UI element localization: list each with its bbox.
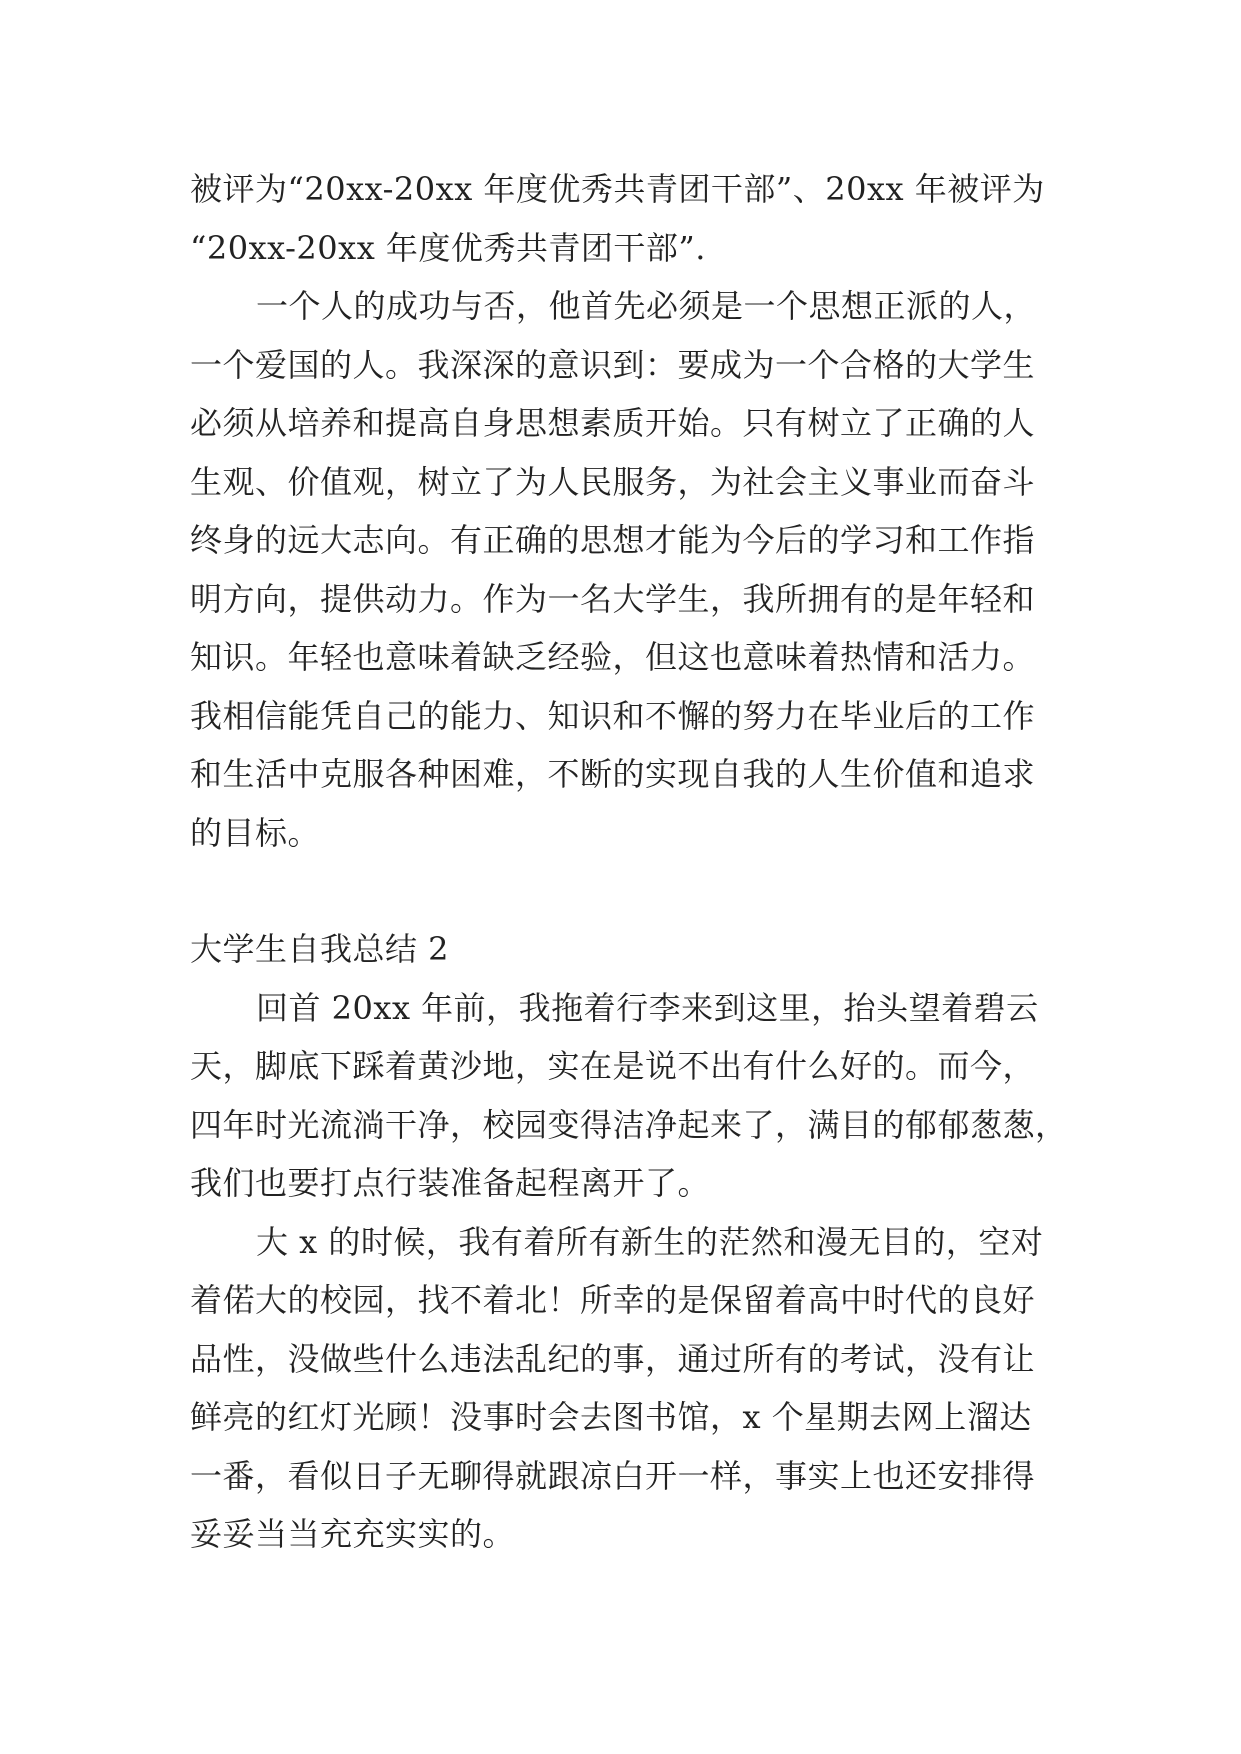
text-line: 鲜亮的红灯光顾！没事时会去图书馆，x 个星期去网上溜达 — [190, 1398, 1032, 1436]
paragraph-continued — [190, 160, 1070, 277]
text-line: 的目标。 — [190, 813, 321, 852]
text-line: 天，脚底下踩着黄沙地，实在是说不出有什么好的。而今， — [190, 1047, 1036, 1085]
text-line: 大 x 的时候，我有着所有新生的茫然和漫无目的，空对 — [256, 1222, 1044, 1261]
text-line: 终身的远大志向。有正确的思想才能为今后的学习和工作指 — [190, 521, 1036, 559]
text-line: 必须从培养和提高自身思想素质开始。只有树立了正确的人 — [190, 404, 1036, 442]
text-line: 我相信能凭自己的能力、知识和不懈的努力在毕业后的工作 — [190, 696, 1036, 735]
paragraph-character — [190, 277, 1070, 862]
section-heading: 大学生自我总结 2 — [190, 930, 450, 968]
text-line: “20xx-20xx 年度优秀共青团干部”. — [190, 228, 706, 267]
paragraph-reflection — [190, 979, 1070, 1213]
document-body — [190, 160, 1070, 1564]
text-line: 明方向，提供动力。作为一名大学生，我所拥有的是年轻和 — [190, 579, 1036, 618]
text-line: 生观、价值观，树立了为人民服务，为社会主义事业而奋斗 — [190, 462, 1036, 501]
text-line: 和生活中克服各种困难，不断的实现自我的人生价值和追求 — [190, 755, 1036, 793]
paragraph-freshman — [190, 1213, 1070, 1564]
text-line: 我们也要打点行装准备起程离开了。 — [190, 1164, 711, 1202]
text-line: 四年时光流淌干净，校园变得洁净起来了，满目的郁郁葱葱， — [190, 1105, 1068, 1144]
section-spacer — [190, 862, 1070, 920]
text-line: 一番，看似日子无聊得就跟凉白开一样，事实上也还安排得 — [190, 1456, 1036, 1495]
text-line: 一个人的成功与否，他首先必须是一个思想正派的人， — [256, 287, 1037, 325]
text-line: 知识。年轻也意味着缺乏经验，但这也意味着热情和活力。 — [190, 638, 1036, 676]
text-line: 妥妥当当充充实实的。 — [190, 1515, 516, 1553]
text-line: 着偌大的校园，找不着北！所幸的是保留着高中时代的良好 — [190, 1281, 1036, 1319]
text-line: 一个爱国的人。我深深的意识到：要成为一个合格的大学生 — [190, 345, 1036, 384]
text-line: 被评为“20xx-20xx 年度优秀共青团干部”、20xx 年被评为 — [190, 170, 1045, 208]
text-line: 回首 20xx 年前，我拖着行李来到这里，抬头望着碧云 — [256, 988, 1039, 1027]
text-line: 品性，没做些什么违法乱纪的事，通过所有的考试，没有让 — [190, 1339, 1036, 1378]
